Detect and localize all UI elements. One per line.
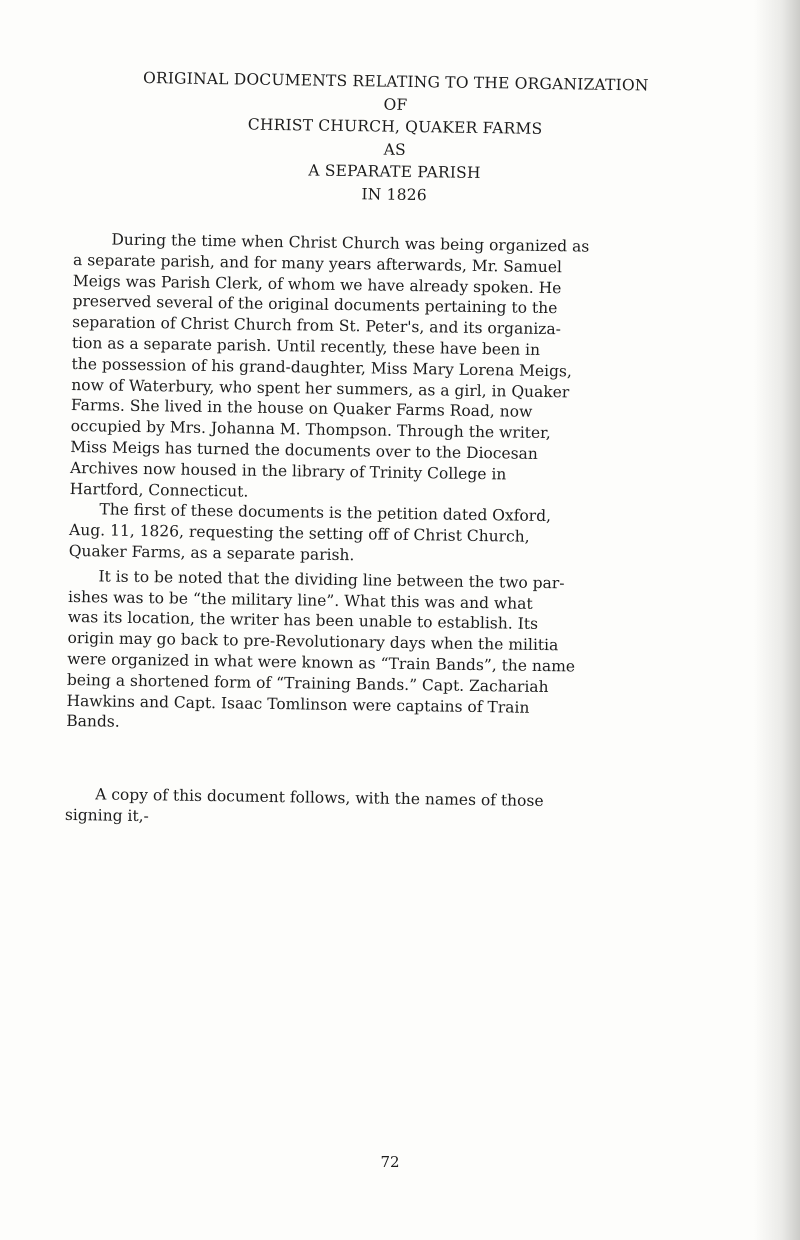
text-line: A copy of this document follows, with the names of those (95, 785, 544, 811)
heading-line: CHRIST CHURCH, QUAKER FARMS (247, 115, 543, 138)
text-line: were organized in what were known as “Train Bands”, the name (67, 649, 576, 676)
paragraph-first-document (69, 499, 710, 571)
page-content (65, 66, 716, 835)
text-line: separation of Christ Church from St. Peter's, and its organiza- (72, 313, 562, 339)
text-line: Hawkins and Capt. Isaac Tomlinson were captains of Train (66, 691, 530, 717)
text-line: origin may go back to pre-Revolutionary days when the militia (67, 629, 559, 655)
text-line: occupied by Mrs. Johanna M. Thompson. Through the writer, (70, 417, 551, 443)
heading-line: AS (383, 140, 407, 159)
text-line: tion as a separate parish. Until recently, these have been in (71, 333, 541, 359)
paragraph-military-line (66, 566, 708, 742)
text-line: ishes was to be “the military line”. What this was and what (67, 587, 533, 613)
text-line: Quaker Farms, as a separate parish. (68, 541, 355, 565)
text-line: now of Waterbury, who spent her summers, as a girl, in Quaker (71, 375, 570, 401)
text-line: The first of these documents is the petition dated Oxford, (99, 500, 552, 526)
document-heading (74, 66, 716, 210)
text-line: signing it,- (64, 805, 149, 826)
page-number: 72 (380, 1153, 400, 1171)
heading-line: OF (383, 95, 408, 114)
text-line: It is to be noted that the dividing line between the two par- (98, 567, 565, 593)
text-line: Bands. (66, 712, 120, 732)
text-line: the possession of his grand-daughter, Miss Mary Lorena Meigs, (71, 354, 573, 381)
text-line: Miss Meigs has turned the documents over to the Diocesan (70, 437, 538, 463)
heading-line: A SEPARATE PARISH (308, 161, 481, 183)
paragraph-copy-follows (65, 784, 706, 835)
body-text (65, 229, 714, 835)
heading-line: IN 1826 (361, 184, 427, 204)
paragraph-petition-background (70, 229, 714, 509)
text-line: was its location, the writer has been unable to establish. Its (67, 608, 539, 634)
text-line: preserved several of the original documents pertaining to the (72, 292, 558, 318)
heading-line: ORIGINAL DOCUMENTS RELATING TO THE ORGANIZATION (142, 68, 649, 95)
text-line: Archives now housed in the library of Trinity College in (69, 458, 507, 484)
text-line: During the time when Christ Church was being organized as (111, 230, 590, 256)
text-line: Farms. She lived in the house on Quaker Farms Road, now (70, 396, 533, 422)
text-line: being a shortened form of “Training Bands.” Capt. Zachariah (66, 670, 549, 696)
text-line: a separate parish, and for many years afterwards, Mr. Samuel (72, 250, 563, 277)
text-line: Hartford, Connecticut. (69, 479, 249, 501)
text-line: Meigs was Parish Clerk, of whom we have already spoken. He (72, 271, 562, 297)
page-edge-shadow (754, 0, 800, 1240)
text-line: Aug. 11, 1826, requesting the setting off of Christ Church, (68, 521, 530, 546)
